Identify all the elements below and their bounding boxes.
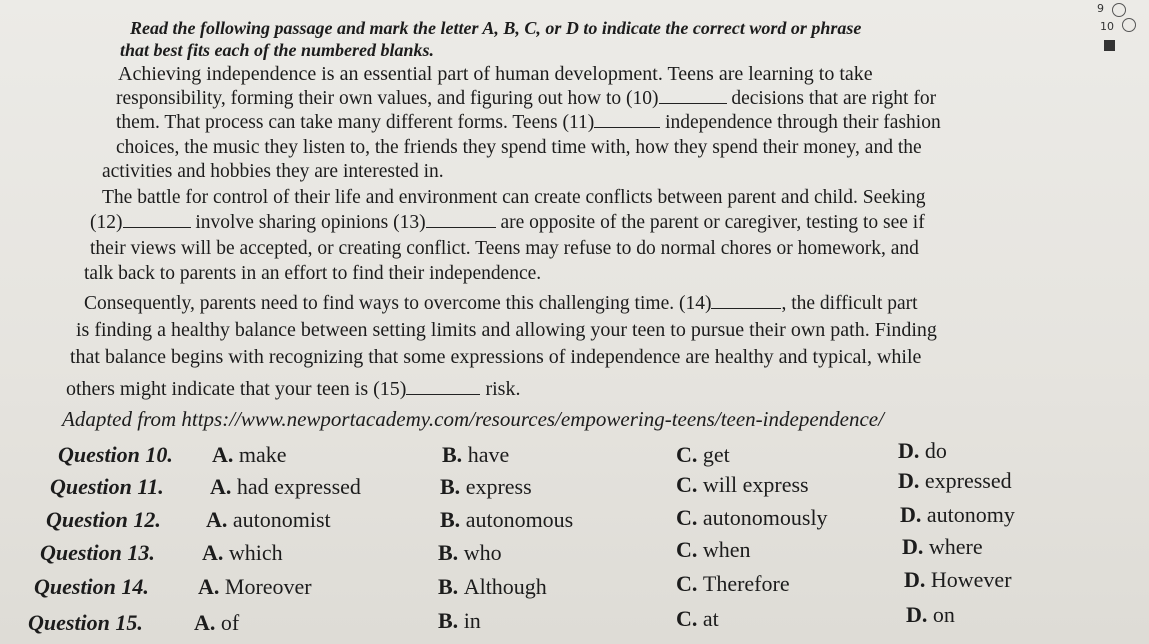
option-letter: A. xyxy=(194,610,221,635)
q14-option-a[interactable] xyxy=(198,574,312,600)
passage-p1-line-1: Achieving independence is an essential part of human development. Teens are learning to take xyxy=(118,63,873,85)
passage-p2-line-2 xyxy=(90,211,925,235)
q11-option-d[interactable] xyxy=(898,468,1012,494)
option-letter: B. xyxy=(438,608,464,633)
q11-option-b[interactable] xyxy=(440,474,532,500)
option-letter: A. xyxy=(206,507,233,532)
passage-p3-line-3: that balance begins with recognizing that some expressions of independence are healthy and typical, while xyxy=(70,346,922,368)
question-label: Question 12. xyxy=(46,507,161,532)
option-letter: A. xyxy=(202,540,229,565)
blank-10 xyxy=(659,87,727,104)
answer-circle-9[interactable] xyxy=(1112,3,1126,17)
passage-text: are opposite of the parent or caregiver, testing to see if xyxy=(495,212,925,233)
passage-p3-line-4 xyxy=(66,377,520,401)
q13-option-a[interactable] xyxy=(202,540,283,566)
question-15 xyxy=(28,610,143,636)
option-letter: B. xyxy=(442,442,468,467)
passage-p3-line-2: is finding a healthy balance between setting limits and allowing your teen to pursue their own path. Finding xyxy=(76,319,937,341)
q14-option-c[interactable] xyxy=(676,571,790,597)
q13-option-d[interactable] xyxy=(902,534,983,560)
passage-p3-line-1 xyxy=(84,292,918,316)
question-12 xyxy=(46,507,161,533)
option-text: will express xyxy=(702,472,809,497)
option-letter: D. xyxy=(904,567,931,592)
option-text: autonomy xyxy=(926,502,1015,527)
passage-p2-line-3: their views will be accepted, or creating conflict. Teens may refuse to do normal chores or homework, and xyxy=(90,238,919,259)
source-citation: Adapted from https://www.newportacademy.com/resources/empowering-teens/teen-independence/ xyxy=(62,407,884,431)
option-text: when xyxy=(702,537,751,562)
option-letter: A. xyxy=(212,442,239,467)
option-letter: B. xyxy=(438,574,464,599)
q11-option-c[interactable] xyxy=(676,472,809,498)
option-letter: A. xyxy=(210,474,237,499)
option-letter: D. xyxy=(900,502,927,527)
option-text: expressed xyxy=(924,468,1012,493)
passage-text: , the difficult part xyxy=(781,293,918,314)
blank-15 xyxy=(406,378,480,395)
instruction-line-1: Read the following passage and mark the letter A, B, C, or D to indicate the correct word or phrase xyxy=(130,18,862,38)
option-letter: A. xyxy=(198,574,225,599)
option-letter: C. xyxy=(676,606,703,631)
option-text: had expressed xyxy=(236,474,361,499)
option-text: have xyxy=(467,442,510,467)
q10-option-b[interactable] xyxy=(442,442,509,468)
passage-text: others might indicate that your teen is (15) xyxy=(66,378,407,400)
q15-option-a[interactable] xyxy=(194,610,239,636)
q15-option-b[interactable] xyxy=(438,608,481,634)
question-number-9: 9 xyxy=(1097,2,1104,15)
marker-square-icon xyxy=(1104,40,1115,51)
option-text: which xyxy=(228,540,283,565)
passage-p2-line-1: The battle for control of their life and environment can create conflicts between parent and child. Seeking xyxy=(102,187,926,208)
passage-p1-line-3 xyxy=(116,111,941,135)
q12-option-b[interactable] xyxy=(440,507,573,533)
q13-option-b[interactable] xyxy=(438,540,502,566)
option-letter: D. xyxy=(898,468,925,493)
option-letter: B. xyxy=(438,540,464,565)
passage-p1-line-4: choices, the music they listen to, the friends they spend time with, how they spend their money, and the xyxy=(116,137,922,158)
question-label: Question 13. xyxy=(40,540,155,565)
q13-option-c[interactable] xyxy=(676,537,751,563)
option-text: who xyxy=(463,540,502,565)
option-letter: C. xyxy=(676,472,703,497)
option-text: on xyxy=(932,602,955,627)
option-letter: C. xyxy=(676,442,703,467)
option-text: Although xyxy=(463,574,547,599)
q15-option-c[interactable] xyxy=(676,606,719,632)
option-text: However xyxy=(930,567,1012,592)
blank-13 xyxy=(426,211,496,228)
question-13 xyxy=(40,540,155,566)
blank-14 xyxy=(711,292,781,309)
option-text: autonomous xyxy=(465,507,574,532)
passage-text: risk. xyxy=(480,378,521,400)
instruction-line-2: that best fits each of the numbered blanks. xyxy=(120,40,435,60)
q10-option-a[interactable] xyxy=(212,442,287,468)
passage-text: involve sharing opinions (13) xyxy=(190,212,426,233)
question-10 xyxy=(58,442,173,468)
passage-text: responsibility, forming their own values, and figuring out how to (10) xyxy=(116,88,659,109)
option-text: Therefore xyxy=(702,571,790,596)
q14-option-d[interactable] xyxy=(904,567,1012,593)
blank-11 xyxy=(594,111,660,128)
question-14 xyxy=(34,574,149,600)
q10-option-c[interactable] xyxy=(676,442,730,468)
passage-p1-line-5: activities and hobbies they are interested in. xyxy=(102,161,444,182)
option-text: get xyxy=(702,442,730,467)
blank-12 xyxy=(123,211,191,228)
option-text: at xyxy=(702,606,719,631)
question-label: Question 14. xyxy=(34,574,149,599)
q12-option-c[interactable] xyxy=(676,505,828,531)
q12-option-a[interactable] xyxy=(206,507,331,533)
q14-option-b[interactable] xyxy=(438,574,547,600)
answer-circle-10[interactable] xyxy=(1122,18,1136,32)
q11-option-a[interactable] xyxy=(210,474,361,500)
option-text: of xyxy=(220,610,240,635)
option-text: autonomously xyxy=(702,505,828,530)
option-letter: D. xyxy=(902,534,929,559)
passage-p2-line-4: talk back to parents in an effort to find their independence. xyxy=(84,263,542,284)
option-letter: D. xyxy=(898,438,925,463)
option-letter: C. xyxy=(676,571,703,596)
question-number-10: 10 xyxy=(1100,20,1114,33)
option-text: do xyxy=(924,438,947,463)
passage-text: independence through their fashion xyxy=(660,112,941,133)
option-text: express xyxy=(465,474,532,499)
q15-option-d[interactable] xyxy=(906,602,955,628)
question-11 xyxy=(50,474,164,500)
option-letter: D. xyxy=(906,602,933,627)
passage-p1-line-2 xyxy=(116,87,936,111)
passage-text: (12) xyxy=(90,212,123,233)
passage-text: them. That process can take many different forms. Teens (11) xyxy=(116,112,595,133)
q12-option-d[interactable] xyxy=(900,502,1015,528)
option-letter: C. xyxy=(676,537,703,562)
question-label: Question 15. xyxy=(28,610,143,635)
question-label: Question 11. xyxy=(50,474,164,499)
option-letter: C. xyxy=(676,505,703,530)
option-letter: B. xyxy=(440,474,466,499)
option-text: Moreover xyxy=(224,574,312,599)
option-letter: B. xyxy=(440,507,466,532)
option-text: where xyxy=(928,534,983,559)
passage-text: Consequently, parents need to find ways to overcome this challenging time. (14) xyxy=(84,293,712,314)
option-text: autonomist xyxy=(232,507,331,532)
option-text: in xyxy=(463,608,481,633)
q10-option-d[interactable] xyxy=(898,438,947,464)
question-label: Question 10. xyxy=(58,442,173,467)
passage-text: decisions that are right for xyxy=(726,88,937,109)
option-text: make xyxy=(238,442,287,467)
